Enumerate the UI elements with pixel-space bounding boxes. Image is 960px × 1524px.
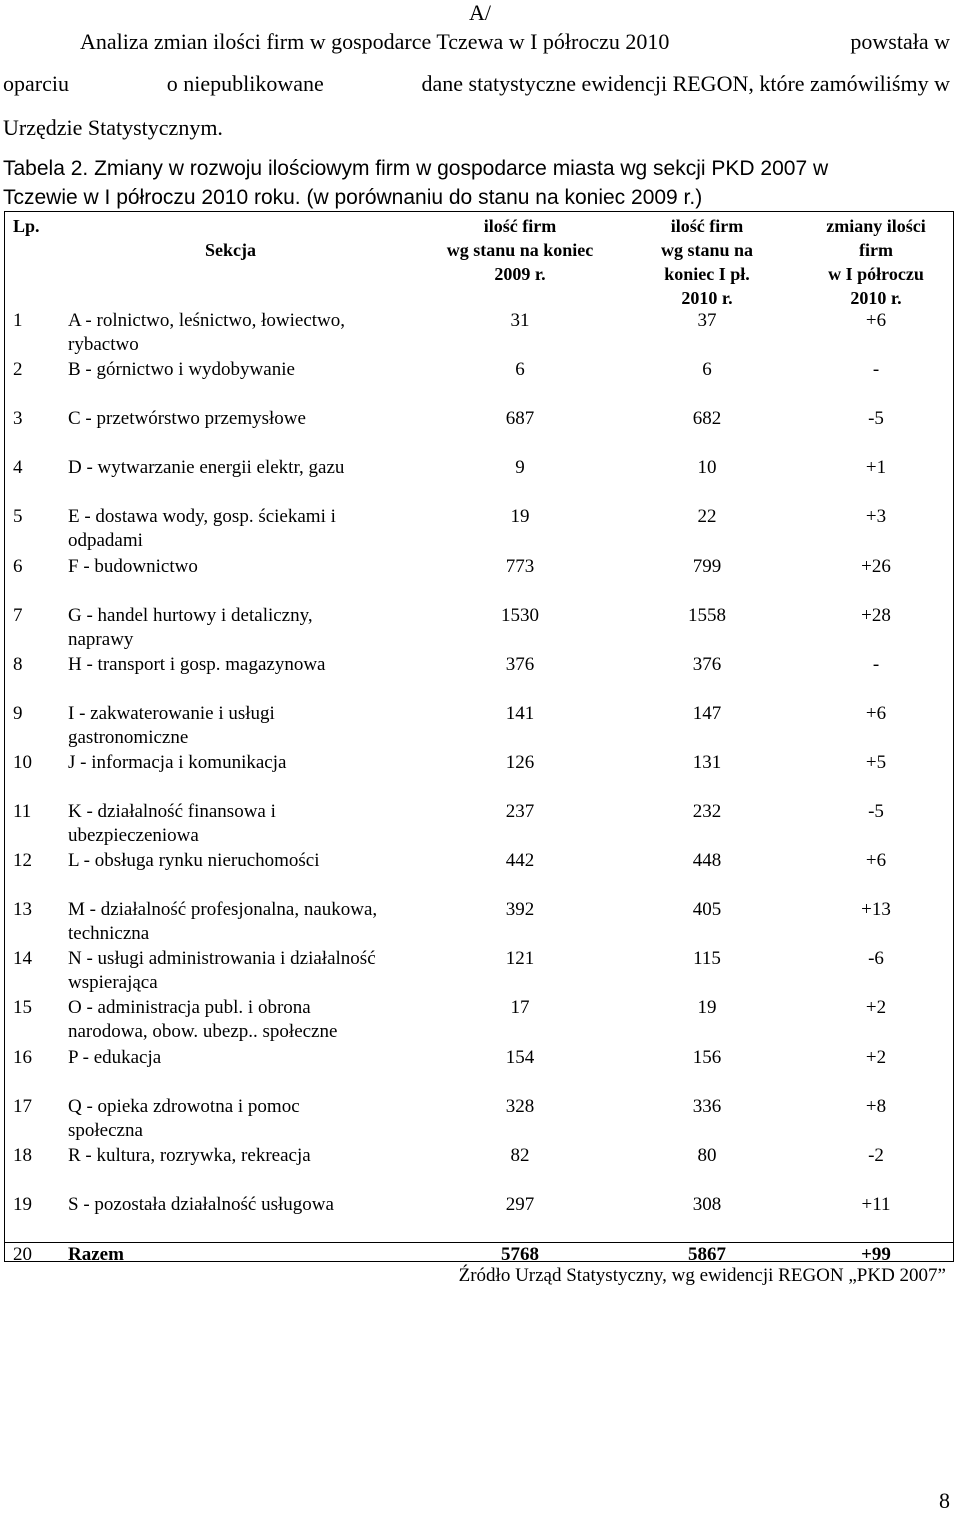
pkd-sections-table [4,211,954,1265]
row-number: 7 [13,605,23,626]
header-count-2009 [425,214,615,286]
row-number: 2 [13,359,23,380]
row-count-2009: 297 [505,1194,535,1215]
row-count-2010: 308 [692,1194,722,1215]
row-count-2009: 17 [510,997,530,1018]
header-sekcja: Sekcja [205,240,256,260]
row-section [68,1243,418,1267]
row-section-line: techniczna [68,923,150,944]
row-section-line: F - budownictwo [68,556,198,577]
row-section [68,1144,418,1168]
row-section-line: rybactwo [68,334,139,355]
header-lp: Lp. [13,216,40,236]
row-section-line: narodowa, obow. ubezp.. społeczne [68,1021,338,1042]
row-section-line: P - edukacja [68,1047,162,1068]
row-section-line: M - działalność profesjonalna, naukowa, [68,899,378,920]
row-section-line: K - działalność finansowa i [68,801,276,822]
row-section [68,309,418,357]
row-number: 8 [13,654,23,675]
table-row [5,505,953,554]
row-change: -6 [868,948,884,969]
row-change: +6 [865,703,887,724]
header-change-line: firm [859,240,893,260]
row-number: 6 [13,556,23,577]
row-count-2010: 147 [692,703,722,724]
page-number: 8 [939,1488,950,1513]
row-section [68,751,418,775]
row-section-line: R - kultura, rozrywka, rekreacja [68,1145,311,1166]
row-number: 9 [13,703,23,724]
row-section-line: G - handel hurtowy i detaliczny, [68,605,313,626]
row-section-line: Razem [68,1244,124,1265]
row-section [68,555,418,579]
row-count-2010: 448 [692,850,722,871]
row-number: 18 [13,1145,32,1166]
table-row [5,309,953,358]
row-change: +6 [865,850,887,871]
header-change-line: 2010 r. [850,288,902,308]
row-count-2010: 10 [697,457,717,478]
row-number: 3 [13,408,23,429]
row-section [68,849,418,873]
row-section [68,358,418,382]
row-count-2009: 328 [505,1096,535,1117]
table-row [5,1193,953,1242]
row-section-line: H - transport i gosp. magazynowa [68,654,326,675]
header-change-line: zmiany ilości [826,216,926,236]
row-count-2009: 442 [505,850,535,871]
table-row [5,1046,953,1095]
row-count-2010: 682 [692,408,722,429]
row-count-2010: 115 [693,948,721,969]
header-count-2009-line: wg stanu na koniec [446,240,594,260]
row-count-2010: 80 [697,1145,717,1166]
row-change: +3 [865,506,887,527]
row-section-line: O - administracja publ. i obrona [68,997,311,1018]
row-count-2009: 141 [505,703,535,724]
row-section-line: N - usługi administrowania i działalność [68,948,376,969]
row-count-2009: 687 [505,408,535,429]
row-section-line: Q - opieka zdrowotna i pomoc [68,1096,300,1117]
header-count-2010-line: koniec I pł. [664,264,750,284]
row-number: 20 [13,1244,32,1265]
row-change: +1 [865,457,887,478]
header-count-2010 [617,214,797,310]
row-section-line: wspierająca [68,972,158,993]
row-count-2009: 237 [505,801,535,822]
intro-line-3: Urzędzie Statystycznym. [3,115,223,140]
row-count-2010: 405 [692,899,722,920]
table-row [5,653,953,702]
table-row [5,604,953,653]
row-count-2010: 156 [692,1047,722,1068]
row-change: -5 [868,801,884,822]
row-section [68,1046,418,1070]
intro-line-1-text: Analiza zmian ilości firm w gospodarce Tczewa w I półroczu 2010 [80,29,670,54]
row-change: -2 [868,1145,884,1166]
table-row [5,407,953,456]
row-section-line: społeczna [68,1120,143,1141]
header-count-2010-line: wg stanu na [660,240,754,260]
row-change: +6 [865,310,887,331]
row-count-2009: 82 [510,1145,530,1166]
table-row [5,898,953,947]
row-count-2010: 131 [692,752,722,773]
row-count-2009: 376 [505,654,535,675]
row-count-2009: 154 [505,1047,535,1068]
row-count-2010: 799 [692,556,722,577]
row-count-2010: 1558 [688,605,726,626]
row-number: 17 [13,1096,32,1117]
row-section [68,702,418,750]
table-row [5,947,953,996]
row-section-line: odpadami [68,530,143,551]
header-change-line: w I półroczu [828,264,924,284]
row-number: 13 [13,899,32,920]
row-change: - [872,654,880,675]
row-count-2010: 19 [697,997,717,1018]
row-count-2010: 336 [692,1096,722,1117]
intro-line-2-start: oparciu [3,71,69,96]
row-number: 16 [13,1047,32,1068]
row-count-2010: 22 [697,506,717,527]
table-row [5,751,953,800]
row-change: +5 [865,752,887,773]
row-number: 19 [13,1194,32,1215]
row-section-line: B - górnictwo i wydobywanie [68,359,295,380]
row-section [68,1193,418,1217]
row-change: +8 [865,1096,887,1117]
source-note: Źródło Urząd Statystyczny, wg ewidencji REGON „PKD 2007” [458,1265,946,1286]
table-caption-line-1: Tabela 2. Zmiany w rozwoju ilościowym firm w gospodarce miasta wg sekcji PKD 2007 w [3,157,829,180]
row-change: +26 [861,556,891,577]
table-row [5,800,953,849]
row-section [68,604,418,652]
table-row [5,849,953,898]
row-count-2010: 232 [692,801,722,822]
table-row [5,702,953,751]
row-number: 1 [13,310,23,331]
row-number: 11 [13,801,32,822]
row-section [68,800,418,848]
header-count-2009-line: ilość firm [483,216,557,236]
row-count-2009: 392 [505,899,535,920]
row-section-line: E - dostawa wody, gosp. ściekami i [68,506,336,527]
intro-line-1 [80,29,950,55]
row-count-2009: 773 [505,556,535,577]
row-count-2010: 6 [702,359,712,380]
row-change: +2 [865,1047,887,1068]
table-row [5,358,953,407]
row-number: 5 [13,506,23,527]
header-count-2009-line: 2009 r. [494,264,546,284]
table-row [5,1144,953,1193]
row-number: 12 [13,850,32,871]
row-count-2009: 19 [510,506,530,527]
row-change: +2 [865,997,887,1018]
row-section-line: A - rolnictwo, leśnictwo, łowiectwo, [68,310,346,331]
row-count-2009: 126 [505,752,535,773]
row-count-2010: 37 [697,310,717,331]
row-count-2010: 5867 [688,1244,726,1265]
row-count-2009: 1530 [501,605,539,626]
row-change: +13 [861,899,891,920]
table-row [5,456,953,505]
row-change: +99 [861,1244,891,1265]
table-caption-line-2: Tczewie w I półroczu 2010 roku. (w porównaniu do stanu na koniec 2009 r.) [3,186,703,209]
section-marker: A/ [469,0,491,25]
row-section-line: gastronomiczne [68,727,189,748]
row-change: -5 [868,408,884,429]
row-section-line: D - wytwarzanie energii elektr, gazu [68,457,345,478]
row-section [68,996,418,1044]
row-section [68,407,418,431]
row-number: 14 [13,948,32,969]
row-section [68,653,418,677]
row-number: 4 [13,457,23,478]
row-section [68,456,418,480]
intro-line-1-end: powstała w [850,29,950,54]
header-count-2010-line: ilość firm [670,216,744,236]
row-section-line: S - pozostała działalność usługowa [68,1194,334,1215]
row-number: 10 [13,752,32,773]
row-section-line: L - obsługa rynku nieruchomości [68,850,320,871]
header-count-2010-line: 2010 r. [681,288,733,308]
row-section-line: C - przetwórstwo przemysłowe [68,408,306,429]
row-section-line: ubezpieczeniowa [68,825,199,846]
row-change: - [872,359,880,380]
table-row [5,555,953,604]
row-section [68,947,418,995]
row-section-line: I - zakwaterowanie i usługi [68,703,275,724]
intro-line-2-end: dane statystyczne ewidencji REGON, które zamówiliśmy w [421,71,950,96]
row-section [68,898,418,946]
row-count-2010: 376 [692,654,722,675]
row-section-line: naprawy [68,629,134,650]
row-number: 15 [13,997,32,1018]
intro-line-2-middle: o niepublikowane [166,71,324,96]
row-change: +28 [861,605,891,626]
row-change: +11 [861,1194,891,1215]
row-count-2009: 121 [505,948,535,969]
row-count-2009: 9 [515,457,525,478]
row-section [68,1095,418,1143]
row-count-2009: 5768 [501,1244,539,1265]
table-row [5,1095,953,1144]
header-change [801,214,951,310]
row-section-line: J - informacja i komunikacja [68,752,287,773]
row-count-2009: 6 [515,359,525,380]
intro-line-2 [3,71,950,97]
row-section [68,505,418,553]
row-count-2009: 31 [510,310,530,331]
table-row [5,996,953,1045]
table-total-row [5,1242,953,1265]
